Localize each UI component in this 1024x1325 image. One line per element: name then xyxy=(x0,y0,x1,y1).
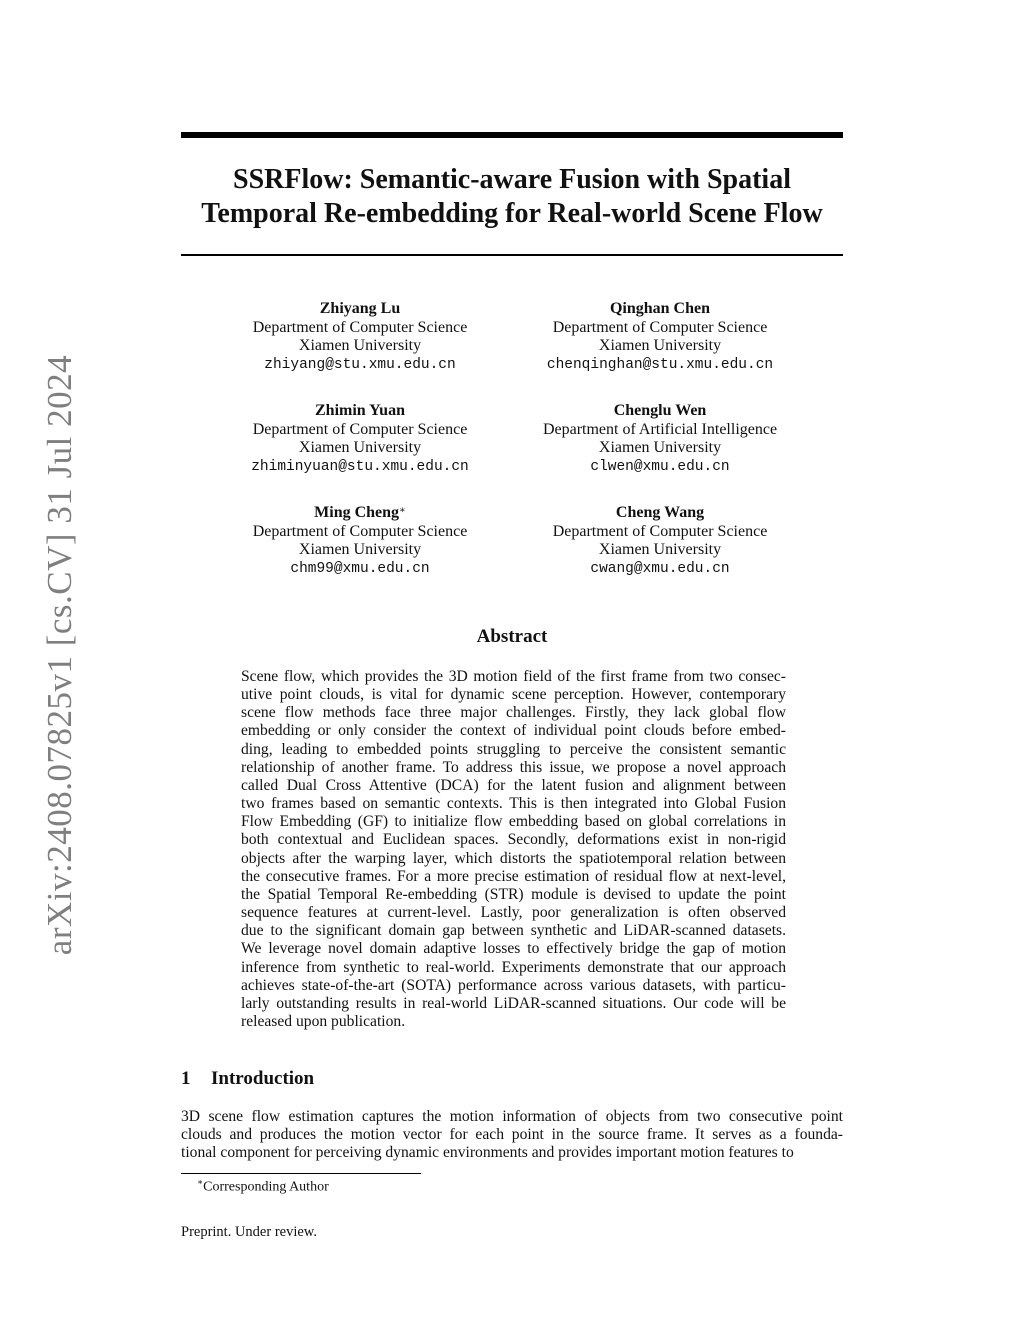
author-university: Xiamen University xyxy=(598,439,722,456)
abstract-line: Scene flow, which provides the 3D motion field of the first frame from two consec- xyxy=(241,668,786,685)
author-block xyxy=(510,402,810,476)
abstract-line: objects after the warping layer, which distorts the spatiotemporal relation between xyxy=(241,849,786,867)
author-department: Department of Computer Science xyxy=(252,318,468,336)
author-university: Xiamen University xyxy=(298,541,422,558)
abstract-line: inference from synthetic to real-world. Experiments demonstrate that our approach xyxy=(241,958,786,976)
title-line-2: Temporal Re-embedding for Real-world Scene Flow xyxy=(201,198,823,229)
abstract-line: embedding or only consider the context of individual point clouds before embed- xyxy=(241,722,786,740)
abstract-line: sequence features at current-level. Lastly, poor generalization is often observed xyxy=(241,904,786,922)
paper-title xyxy=(181,163,843,231)
introduction-line: 3D scene flow estimation captures the motion information of objects from two consecutive point xyxy=(181,1108,843,1125)
author-university: Xiamen University xyxy=(298,439,422,456)
author-block xyxy=(510,504,810,578)
title-line-1: SSRFlow: Semantic-aware Fusion with Spatial xyxy=(233,164,791,195)
section-title: Introduction xyxy=(211,1068,315,1089)
author-email: cwang@xmu.edu.cn xyxy=(590,560,730,577)
abstract-line: larly outstanding results in real-world LiDAR-scanned situations. Our code will be xyxy=(241,994,786,1012)
author-department: Department of Computer Science xyxy=(252,420,468,438)
abstract-text xyxy=(241,668,786,1031)
author-email: clwen@xmu.edu.cn xyxy=(590,458,730,475)
author-name: Chenglu Wen xyxy=(613,402,707,419)
section-number: 1 xyxy=(181,1068,191,1089)
author-department: Department of Computer Science xyxy=(252,522,468,540)
author-university: Xiamen University xyxy=(598,337,722,354)
author-name: Zhimin Yuan xyxy=(315,402,405,419)
author-block xyxy=(210,402,510,476)
author-name: Ming Cheng xyxy=(314,504,400,521)
abstract-line: ding, leading to embedded points struggling to perceive the consistent semantic xyxy=(241,740,786,758)
author-department: Department of Artificial Intelligence xyxy=(542,420,778,438)
author-name: Qinghan Chen xyxy=(609,300,711,317)
abstract-line: called Dual Cross Attentive (DCA) for the latent fusion and alignment between xyxy=(241,776,786,794)
abstract-line: We leverage novel domain adaptive losses to effectively bridge the gap of motion xyxy=(241,940,786,958)
author-department: Department of Computer Science xyxy=(552,318,768,336)
abstract-line: relationship of another frame. To address this issue, we propose a novel approach xyxy=(241,758,786,776)
abstract-line: two frames based on semantic contexts. This is then integrated into Global Fusion xyxy=(241,795,786,813)
abstract-line: Flow Embedding (GF) to initialize flow embedding based on global correlations in xyxy=(241,813,786,831)
introduction-line: clouds and produces the motion vector for each point in the source frame. It serves as a founda- xyxy=(181,1126,843,1144)
author-email: chm99@xmu.edu.cn xyxy=(290,560,430,577)
abstract-line: due to the significant domain gap between synthetic and LiDAR-scanned datasets. xyxy=(241,922,786,940)
introduction-line: tional component for perceiving dynamic environments and provides important motion features to xyxy=(181,1144,794,1162)
author-department: Department of Computer Science xyxy=(552,522,768,540)
title-top-rule xyxy=(181,132,843,138)
footnote-text: Corresponding Author xyxy=(203,1179,329,1195)
author-name-with-mark xyxy=(210,504,510,523)
abstract-line: the Spatial Temporal Re-embedding (STR) module is devised to update the point xyxy=(241,885,786,903)
footnote-mark: ∗ xyxy=(197,1177,204,1187)
author-name: Zhiyang Lu xyxy=(319,300,401,317)
section-heading xyxy=(181,1068,314,1090)
author-email: zhiyang@stu.xmu.edu.cn xyxy=(264,356,456,373)
abstract-line: utive point clouds, is vital for dynamic scene perception. However, contemporary xyxy=(241,686,786,704)
preprint-notice: Preprint. Under review. xyxy=(181,1224,317,1240)
abstract-line: scene flow methods face three major challenges. Firstly, they lack global flow xyxy=(241,704,786,722)
abstract-line: the consecutive frames. For a more precise estimation of residual flow at next-level, xyxy=(241,867,786,885)
title-bottom-rule xyxy=(181,254,843,256)
author-university: Xiamen University xyxy=(598,541,722,558)
abstract-line: achieves state-of-the-art (SOTA) performance across various datasets, with particu- xyxy=(241,976,786,994)
corresponding-author-mark: ∗ xyxy=(399,505,406,516)
author-university: Xiamen University xyxy=(298,337,422,354)
author-name: Cheng Wang xyxy=(615,504,705,521)
author-block xyxy=(210,504,510,578)
author-email: chenqinghan@stu.xmu.edu.cn xyxy=(546,356,774,373)
arxiv-identifier: arXiv:2408.07825v1 [cs.CV] 31 Jul 2024 xyxy=(40,354,79,956)
abstract-line: released upon publication. xyxy=(241,1012,406,1030)
author-email: zhiminyuan@stu.xmu.edu.cn xyxy=(251,458,469,475)
abstract-heading: Abstract xyxy=(476,626,548,647)
footnote xyxy=(197,1177,329,1196)
footnote-rule xyxy=(181,1173,421,1174)
author-block xyxy=(510,300,810,374)
abstract-line: both contextual and Euclidean spaces. Secondly, deformations exist in non-rigid xyxy=(241,831,786,849)
author-block xyxy=(210,300,510,374)
introduction-text xyxy=(181,1108,843,1162)
